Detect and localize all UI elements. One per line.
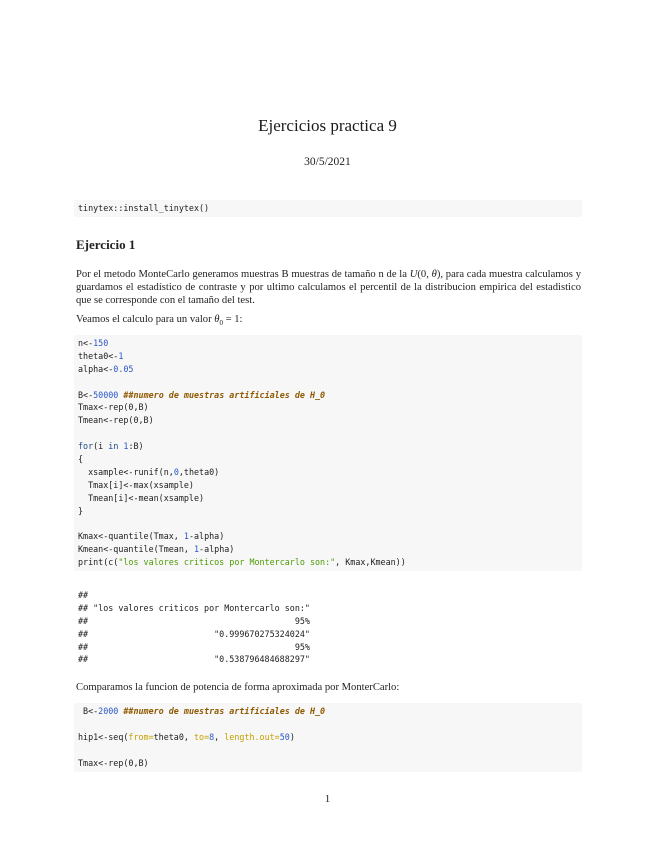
code-line-print: print(c("los valores criticos por Montercarlo son:", Kmax,Kmean)) [78, 557, 406, 568]
code-line-tmean: Tmean<-rep(0,B) [78, 415, 154, 426]
power-paragraph: Comparamos la funcion de potencia de forma aproximada por MonterCarlo: [76, 682, 400, 693]
code-line-n: n<-150 [78, 338, 109, 348]
page-number: 1 [324, 793, 331, 805]
montecarlo-code-block [74, 335, 582, 571]
code-line-alpha: alpha<-0.05 [78, 363, 134, 374]
console-output [74, 587, 582, 668]
output-line: ## "0.999670275324024" [78, 628, 310, 639]
code-line-b: B<-50000 ##numero de muestras artificiales de H_0 [78, 389, 326, 400]
code-line-kmean: Kmean<-quantile(Tmean, 1-alpha) [78, 544, 235, 555]
code-comment: ##numero de muestras artificiales de H_0 [123, 389, 326, 400]
install-code-block [74, 200, 582, 217]
code-line-xsample: xsample<-runif(n,0,theta0) [78, 466, 220, 477]
code-line: tinytex::install_tinytex() [78, 203, 210, 213]
code-line-open-brace: { [78, 454, 84, 465]
code-line-close-brace: } [78, 505, 84, 516]
code-line-b2: B<-2000 ##numero de muestras artificiales de H_0 [78, 706, 326, 716]
code-line-tmax2: Tmax<-rep(0,B) [78, 757, 149, 768]
code-line-tmean-i: Tmean[i]<-mean(xsample) [78, 492, 205, 503]
document-date: 30/5/2021 [304, 156, 351, 168]
intro-paragraph: Por el metodo MonteCarlo generamos muestras B muestras de tamaño n de la U(0, θ), para cada muestra calculamos y guardamos el estadístico de contraste y por ultimo calculamos el percentil de la distribucion empirica del estadistico que se corresponde con el tamaño del test. [76, 269, 581, 307]
output-line: ## [78, 590, 89, 600]
code-line-kmax: Kmax<-quantile(Tmax, 1-alpha) [78, 531, 225, 542]
code-line-hip1: hip1<-seq(from=theta0, to=8, length.out=50) [78, 731, 295, 742]
output-line: ## "los valores criticos por Montercarlo son:" [78, 602, 310, 613]
code-line-theta0: theta0<-1 [78, 350, 124, 361]
code-line-tmax: Tmax<-rep(0,B) [78, 402, 149, 413]
code-blank-line [78, 517, 578, 530]
code-blank-line [78, 427, 578, 440]
section-heading: Ejercicio 1 [76, 237, 136, 252]
code-line-for: for(i in 1:B) [78, 441, 144, 452]
output-line: ## 95% [78, 641, 310, 652]
document-title: Ejercicios practica 9 [258, 116, 397, 135]
code-blank-line [78, 718, 578, 731]
value-paragraph: Veamos el calculo para un valor $\theta_0 = 1$: [76, 314, 243, 328]
power-code-block [74, 703, 582, 772]
code-line-tmax-i: Tmax[i]<-max(xsample) [78, 479, 194, 490]
output-line: ## 95% [78, 615, 310, 626]
code-comment: ##numero de muestras artificiales de H_0 [123, 706, 326, 716]
code-blank-line [78, 744, 578, 757]
output-line: ## "0.538796484688297" [78, 654, 310, 665]
code-blank-line [78, 376, 578, 389]
